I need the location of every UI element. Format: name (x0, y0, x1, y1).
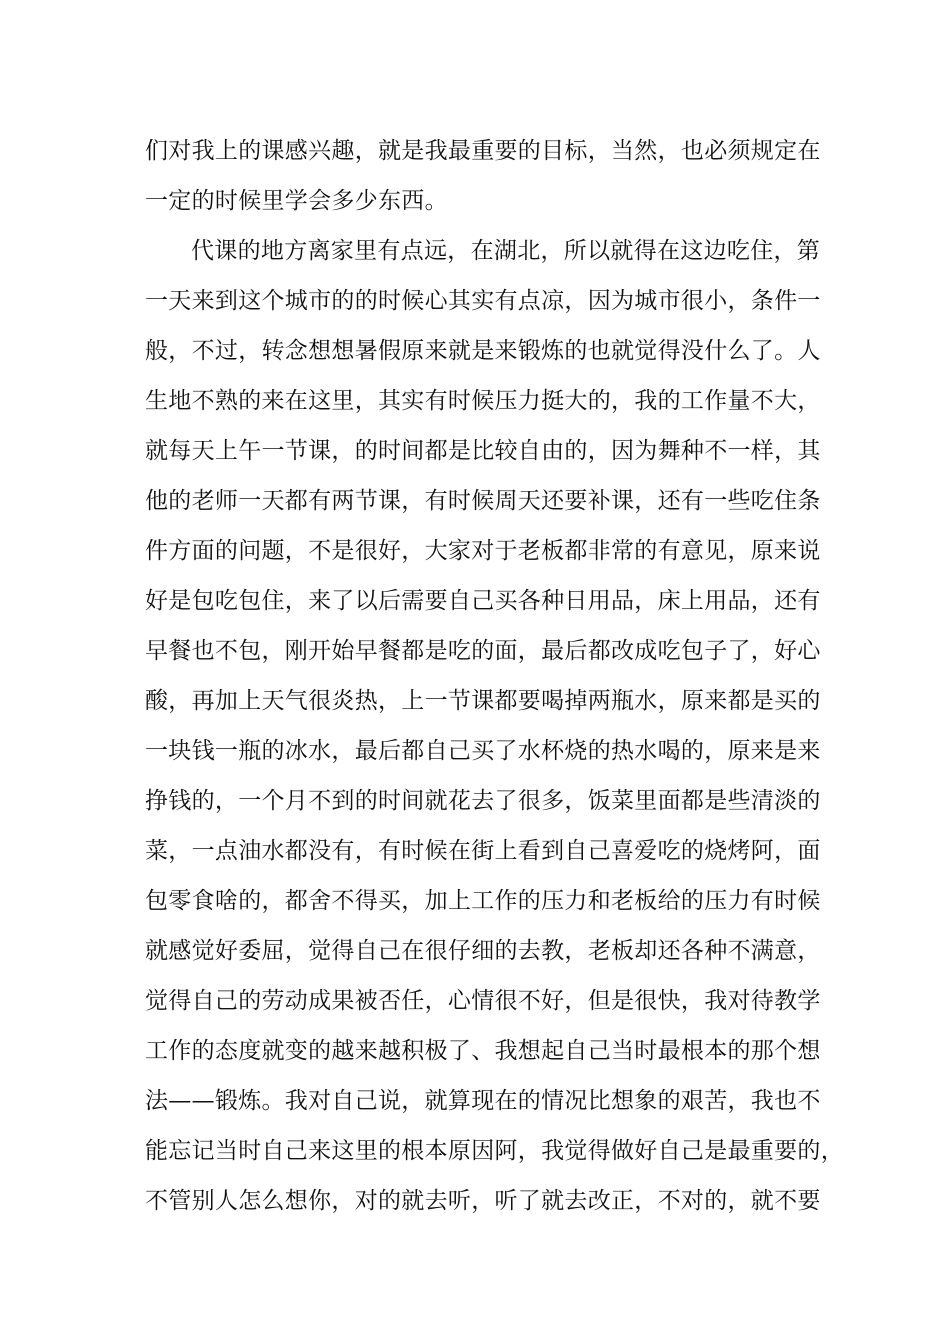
text-line: 好是包吃包住，来了以后需要自己买各种日用品，床上用品，还有 (145, 588, 821, 614)
text-line: 法——锻炼。我对自己说，就算现在的情况比想象的艰苦，我也不 (145, 1088, 821, 1114)
text-line: 生地不熟的来在这里，其实有时候压力挺大的，我的工作量不大， (145, 388, 821, 414)
text-line: 他的老师一天都有两节课，有时候周天还要补课，还有一些吃住条 (145, 488, 821, 514)
text-line: 菜，一点油水都没有，有时候在街上看到自己喜爱吃的烧烤阿，面 (145, 838, 821, 864)
text-line: 早餐也不包，刚开始早餐都是吃的面，最后都改成吃包子了，好心 (145, 638, 821, 664)
text-line: 就每天上午一节课，的时间都是比较自由的，因为舞种不一样，其 (145, 438, 821, 464)
text-line: 一块钱一瓶的冰水，最后都自己买了水杯烧的热水喝的，原来是来 (145, 738, 821, 764)
text-line: 不管别人怎么想你，对的就去听，听了就去改正，不对的，就不要 (145, 1188, 821, 1214)
text-line: 包零食啥的，都舍不得买，加上工作的压力和老板给的压力有时候 (145, 888, 821, 914)
body-text (145, 126, 844, 1226)
text-line: 能忘记当时自己来这里的根本原因阿，我觉得做好自己是最重要的， (145, 1138, 844, 1164)
text-line: 工作的态度就变的越来越积极了、我想起自己当时最根本的那个想 (145, 1038, 821, 1064)
text-line: 般，不过，转念想想暑假原来就是来锻炼的也就觉得没什么了。人 (145, 338, 821, 364)
text-line: 觉得自己的劳动成果被否任，心情很不好，但是很快，我对待教学 (145, 988, 821, 1014)
text-line: 一天来到这个城市的的时候心其实有点凉，因为城市很小，条件一 (145, 288, 821, 314)
text-line: 就感觉好委屈，觉得自己在很仔细的去教，老板却还各种不满意， (145, 938, 821, 964)
text-line: 一定的时候里学会多少东西。 (145, 188, 448, 214)
paragraph-start-line: 代课的地方离家里有点远，在湖北，所以就得在这边吃住，第 (191, 238, 821, 264)
text-line: 酸，再加上天气很炎热，上一节课都要喝掉两瓶水，原来都是买的 (145, 688, 821, 714)
text-line: 件方面的问题，不是很好，大家对于老板都非常的有意见，原来说 (145, 538, 821, 564)
text-line: 挣钱的，一个月不到的时间就花去了很多，饭菜里面都是些清淡的 (145, 788, 821, 814)
text-line: 们对我上的课感兴趣，就是我最重要的目标，当然，也必须规定在 (145, 138, 821, 164)
